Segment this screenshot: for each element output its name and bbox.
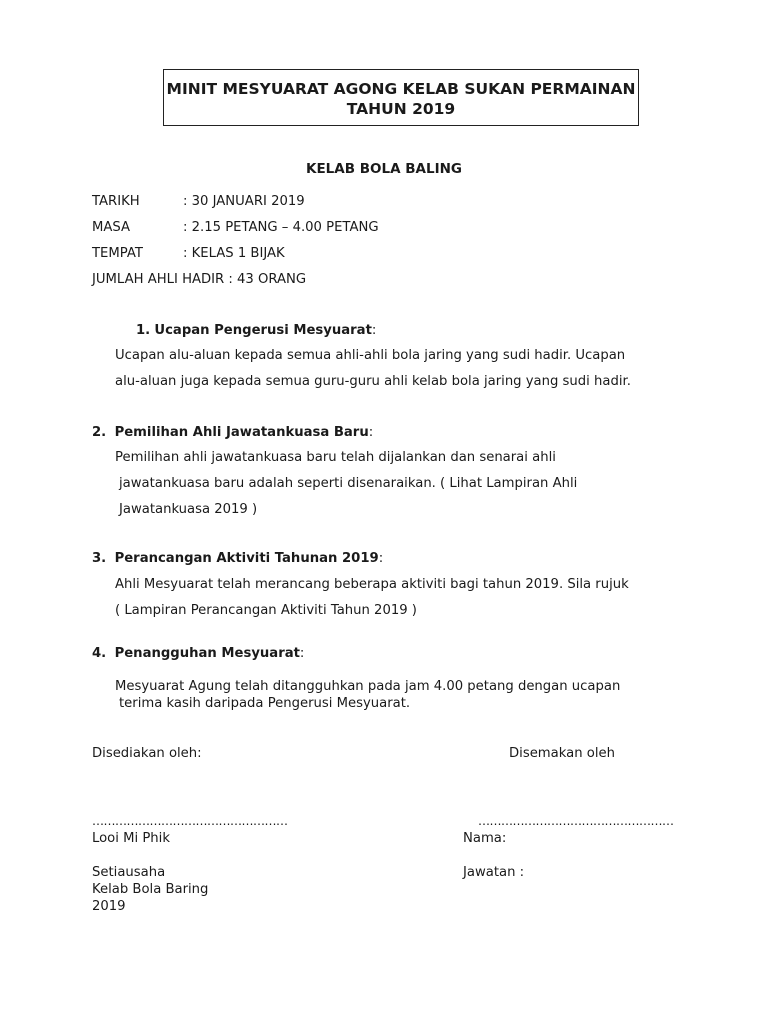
time-label: MASA [92,220,131,235]
section-4-colon: : [299,646,305,661]
section-4-title: Penangguhan Mesyuarat [114,646,300,661]
signature-line-right: …………………………………………… [478,814,674,828]
section-3-colon: : [378,551,384,566]
section-2-line-1: Pemilihan ahli jawatankuasa baru telah dijalankan dan senarai ahli [115,450,556,465]
prepared-role: Setiausaha [92,865,166,880]
section-4-line-1: Mesyuarat Agung telah ditangguhkan pada jam 4.00 petang dengan ucapan [115,679,621,694]
prepared-by-label: Disediakan oleh: [92,746,202,761]
section-1-line-1: Ucapan alu-aluan kepada semua ahli-ahli bola jaring yang sudi hadir. Ucapan [115,348,626,363]
section-4-heading [92,646,304,661]
section-2-line-3: Jawatankuasa 2019 ) [119,502,258,517]
section-4-line-2: terima kasih daripada Pengerusi Mesyuarat. [119,696,411,711]
section-2-number: 2. [92,425,107,440]
section-3-number: 3. [92,551,107,566]
reviewer-name-label: Nama: [463,831,507,846]
section-2-heading [92,425,373,440]
signature-line-left: …………………………………………… [92,814,288,828]
title-line-1: MINIT MESYUARAT AGONG KELAB SUKAN PERMAINAN [166,80,636,98]
document-title [163,69,639,126]
section-3-title: Perancangan Aktiviti Tahunan 2019 [114,551,379,566]
club-name: KELAB BOLA BALING [306,161,462,177]
section-1-number: 1. [136,323,151,338]
time-value: : 2.15 PETANG – 4.00 PETANG [183,220,379,235]
prepared-club: Kelab Bola Baring [92,882,209,897]
section-3-line-1: Ahli Mesyuarat telah merancang beberapa aktiviti bagi tahun 2019. Sila rujuk [115,577,629,592]
place-label: TEMPAT [92,246,143,261]
section-2-title: Pemilihan Ahli Jawatankuasa Baru [114,425,369,440]
prepared-name: Looi Mi Phik [92,831,170,846]
section-4-number: 4. [92,646,107,661]
attendance: JUMLAH AHLI HADIR : 43 ORANG [92,272,307,287]
date-label: TARIKH [92,194,140,209]
section-2-colon: : [368,425,374,440]
title-line-2: TAHUN 2019 [346,100,456,118]
date-value: : 30 JANUARI 2019 [183,194,305,209]
reviewed-by-label: Disemakan oleh [509,746,615,761]
section-1-title: Ucapan Pengerusi Mesyuarat [154,323,372,338]
section-1-line-2: alu-aluan juga kepada semua guru-guru ahli kelab bola jaring yang sudi hadir. [115,374,631,389]
prepared-year: 2019 [92,899,126,914]
section-2-line-2: jawatankuasa baru adalah seperti disenaraikan. ( Lihat Lampiran Ahli [119,476,578,491]
place-value: : KELAS 1 BIJAK [183,246,285,261]
section-1-colon: : [371,323,377,338]
section-3-line-2: ( Lampiran Perancangan Aktiviti Tahun 2019 ) [115,603,417,618]
section-1-heading [136,323,376,338]
section-3-heading [92,551,383,566]
reviewer-position-label: Jawatan : [463,865,525,880]
